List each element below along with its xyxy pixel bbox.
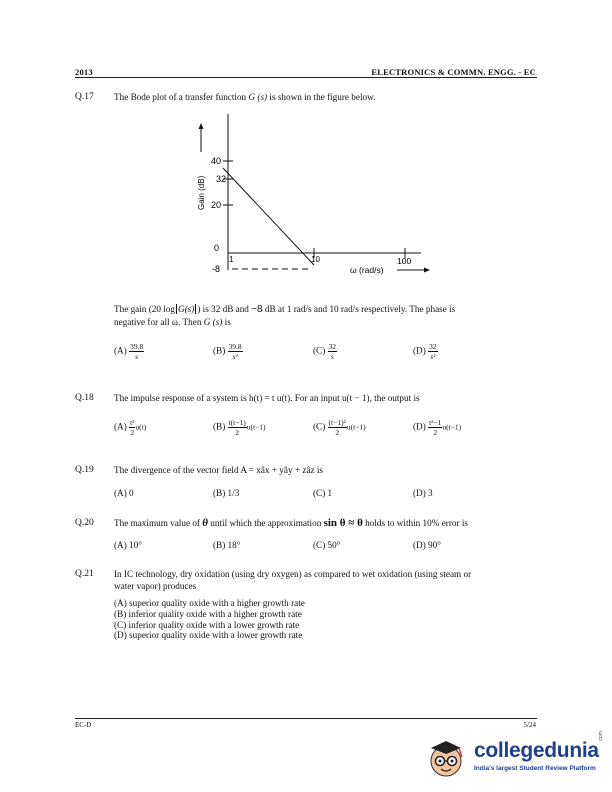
q17-option-d-den: s² [430,352,436,361]
q21-number: Q.21 [75,569,94,579]
q17-option-c-num: 32 [328,342,337,351]
q17-stem-var: G (s) [248,92,268,102]
q17-option-d[interactable] [413,342,438,361]
q20-option-c[interactable]: (C) 50° [313,540,341,550]
header-paper: ELECTRONICS & COMMN. ENGG. - EC [371,67,536,77]
q21-option-a[interactable]: (A) superior quality oxide with a higher growth rate [114,598,305,608]
q20-option-b[interactable]: (B) 18° [213,540,241,550]
q17-body-g: G(s) [177,304,195,314]
collegedunia-mascot-icon [424,734,470,780]
q17-stem [114,91,375,103]
brand-tagline: India's largest Student Review Platform [474,765,596,772]
q18-option-d-den: 2 [433,428,438,437]
bode-plot [185,110,445,280]
q17-option-a-frac [129,342,144,361]
q17-body-a: The gain (20 log [114,304,175,314]
q17-body-d: dB at 1 rad/s and 10 rad/s respectively. The phase is [262,304,456,314]
q20-option-a[interactable]: (A) 10° [114,540,142,550]
q19-option-d[interactable]: (D) 3 [413,488,433,498]
y-tick-label-20: 20 [210,200,221,210]
x-tick-label-10: 10 [311,255,320,264]
q18-option-c-label: (C) [313,421,326,432]
q17-body-line2-var: G (s) [203,317,223,327]
q20-option-d[interactable]: (D) 90° [413,540,441,550]
q17-option-b[interactable] [213,342,243,361]
q17-option-d-frac [428,342,438,361]
q17-option-b-num: 39.8 [228,342,242,351]
brand-dotcom: .com [598,731,604,742]
q18-option-b-frac [228,418,247,437]
q17-option-b-frac [228,342,243,361]
x-tick-label-100: 100 [397,256,412,266]
q17-body-line1 [114,303,534,316]
q17-option-a[interactable] [114,342,144,361]
y-tick-label-minus8: -8 [211,264,220,274]
q17-number: Q.17 [75,92,94,102]
footer-right: 5/24 [523,721,536,729]
q18-option-b-label: (B) [213,421,226,432]
q18-option-b-tail: u(t−1) [246,422,266,432]
q18-option-c-frac [328,418,347,437]
q21-stem [114,568,534,592]
brand-name: collegedunia [474,739,599,762]
q18-option-c-num: (t−1)² [328,418,346,427]
q19-option-a[interactable]: (A) 0 [114,488,134,498]
q17-option-a-den: s [135,352,139,361]
q20-stem-a: The maximum value of [114,518,203,528]
q18-option-a-label: (A) [114,421,127,432]
x-arrow-head [424,268,430,273]
q18-option-d[interactable] [413,418,461,437]
q20-stem-b: until which the approximation [208,518,324,528]
q18-option-c-tail: u(t−1) [346,422,366,432]
q17-option-c-label: (C) [313,345,326,356]
y-arrow-head [199,123,204,129]
q17-body-c: −8 [251,304,263,315]
q18-option-a[interactable] [114,418,146,437]
q21-options [114,598,305,641]
q17-option-c-frac [328,342,338,361]
y-axis-label: Gain (dB) [197,175,206,210]
q17-stem-b: is shown in the figure below. [267,92,376,102]
q21-stem-line2: water vapor) produces [114,581,197,591]
q18-option-d-label: (D) [413,421,426,432]
q17-option-c[interactable] [313,342,337,361]
q21-stem-line1: In IC technology, dry oxidation (using dry oxygen) as compared to wet oxidation (using steam or [114,569,472,579]
q21-option-b[interactable]: (B) inferior quality oxide with a higher growth rate [114,608,302,619]
q17-option-c-den: s [330,352,334,361]
q20-number: Q.20 [75,518,94,528]
y-tick-label-32: 32 [215,174,226,184]
footer-rule [75,718,537,719]
q19-option-c[interactable]: (C) 1 [313,488,333,498]
q18-option-c-den: 2 [335,428,340,437]
q20-approx: sin θ ≈ θ [323,517,363,529]
header-rule [75,77,537,78]
x-axis-label: ω (rad/s) [350,265,384,275]
q18-option-a-den: 2 [130,428,135,437]
q17-option-b-den: s² [232,352,238,361]
q17-body-line2-a: negative for all ω. Then [114,317,204,327]
q18-option-a-num: t² [130,418,135,427]
q17-option-d-num: 32 [429,342,437,351]
q17-body-b: ) is 32 dB and [197,304,252,314]
q17-option-a-num: 39.8 [130,342,144,351]
y-tick-label-0: 0 [213,243,219,253]
x-tick-label-1: 1 [229,255,234,264]
q19-stem: The divergence of the vector field A = xâx + yây + zâz is [114,465,324,475]
gain-line [223,168,314,265]
q20-stem-c: holds to within 10% error is [362,518,468,528]
q18-stem: The impulse response of a system is h(t) = t u(t). For an input u(t − 1), the output is [114,393,420,403]
q18-option-a-tail: u(t) [135,422,147,432]
q18-option-b-den: 2 [235,428,239,437]
y-tick-label-40: 40 [210,156,221,166]
q17-body-line2 [114,316,534,328]
q18-option-d-num: t²−1 [429,418,442,427]
q20-stem [114,517,468,529]
q17-body [114,303,534,328]
q18-option-d-frac [428,418,442,437]
q19-option-b[interactable]: (B) 1/3 [213,488,240,498]
q18-option-b[interactable] [213,418,266,437]
q19-number: Q.19 [75,465,94,475]
footer-left: EC-D [75,721,92,729]
q18-option-c[interactable] [313,418,366,437]
q18-number: Q.18 [75,393,94,403]
q17-option-d-label: (D) [413,345,426,356]
q21-option-d[interactable]: (D) superior quality oxide with a lower growth rate [114,630,303,641]
q18-option-d-tail: u(t−1) [442,422,462,432]
q17-stem-a: The Bode plot of a transfer function [114,92,249,102]
q17-option-a-label: (A) [114,345,127,356]
header-year: 2013 [75,67,93,77]
q21-option-c[interactable]: (C) inferior quality oxide with a lower growth rate [114,619,300,630]
q18-option-b-num: t(t−1) [228,418,246,427]
q20-theta: θ [202,517,208,529]
q17-body-line2-b: is [222,317,231,327]
q17-option-b-label: (B) [213,345,226,356]
